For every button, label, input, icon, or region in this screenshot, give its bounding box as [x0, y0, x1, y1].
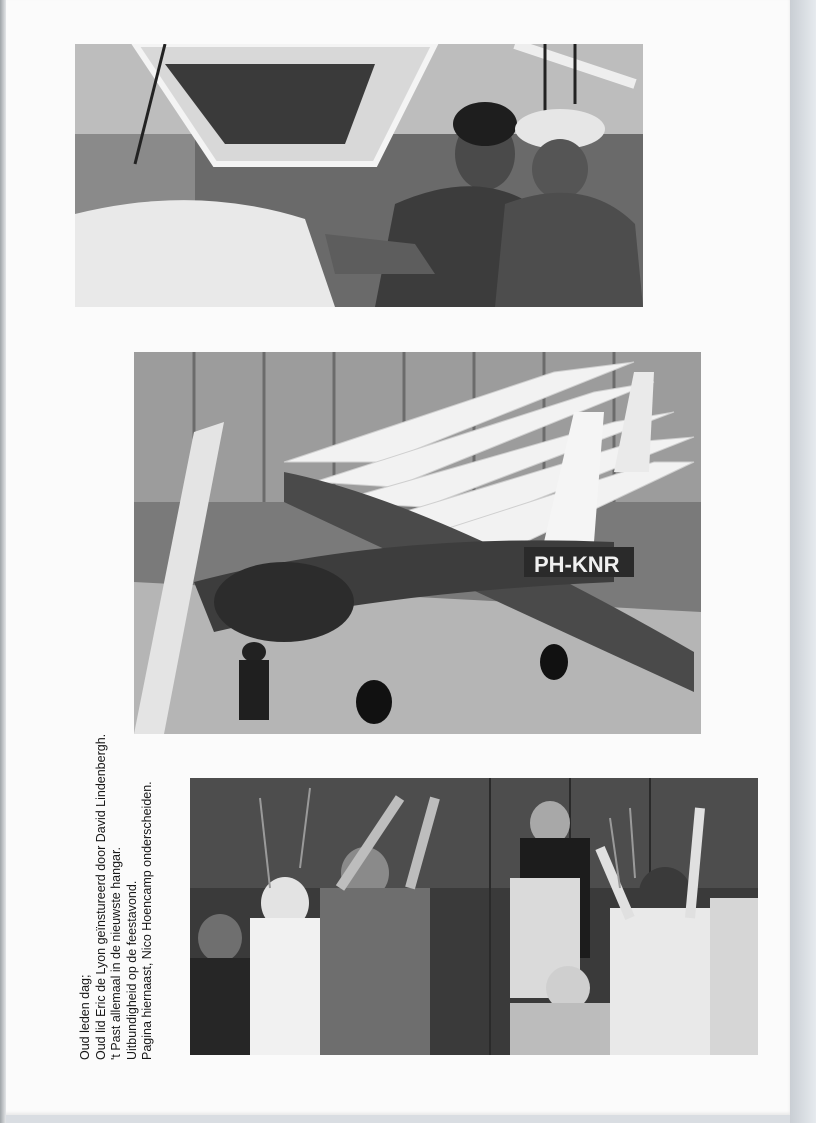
photo-hangar-graphic	[134, 352, 701, 734]
photo-party-graphic	[190, 778, 758, 1055]
photo-party-evening	[190, 778, 758, 1055]
caption-line-3: 't Past allemaal in de nieuwste hangar.	[109, 847, 123, 1060]
caption-line-2: Oud lid Eric de Lyon geïnstureerd door David Lindenbergh.	[93, 733, 108, 1060]
photo-hangar-gliders	[134, 352, 701, 734]
caption-line-1: Oud leden dag;	[78, 974, 92, 1060]
photo-glider-cockpit-instruction	[75, 44, 643, 307]
photo-captions	[78, 720, 168, 1060]
photo-glider-cockpit-graphic	[75, 44, 643, 307]
page-right-edge	[790, 0, 816, 1123]
caption-line-5: Pagina hiernaast, Nico Hoencamp onderscheiden.	[140, 781, 154, 1060]
photo-registration-text: PH-KNR	[534, 552, 620, 577]
caption-line-4: Uitbundigheid op de feestavond.	[124, 880, 139, 1060]
